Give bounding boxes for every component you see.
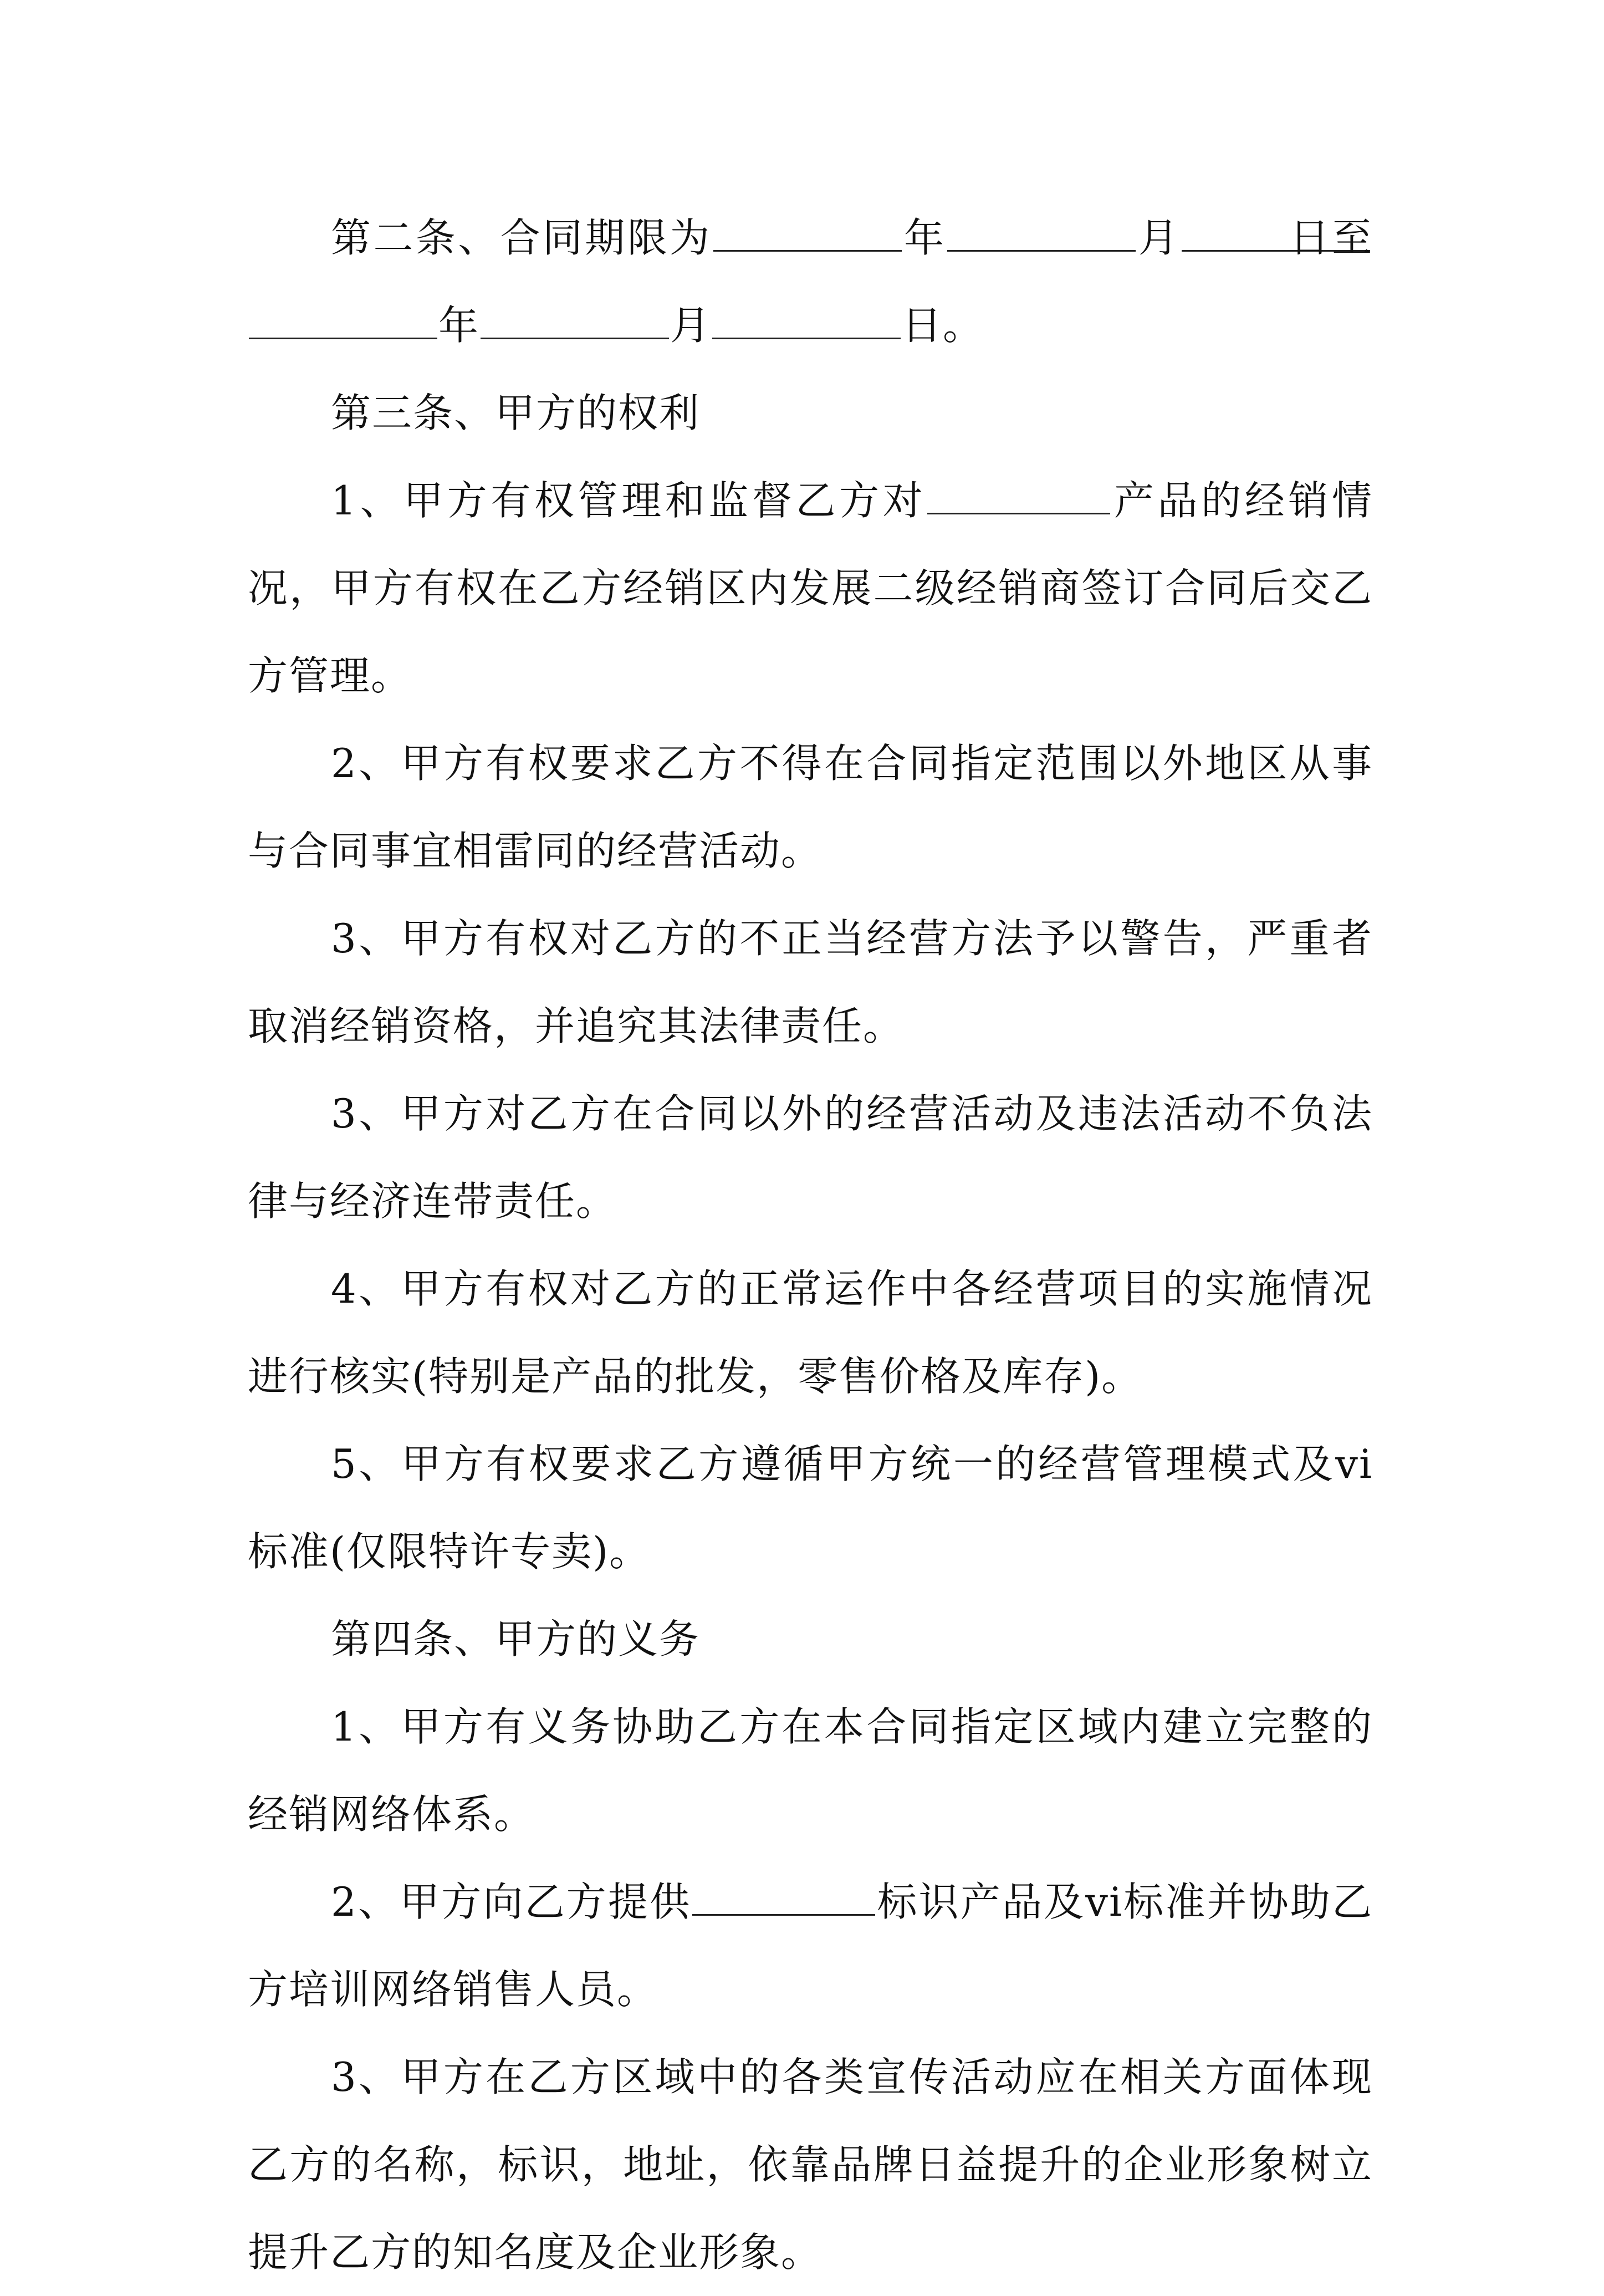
item-text: 标识产品及vi标准并协助乙方培训网络销售人员。 — [248, 1879, 1373, 2013]
article-4-item-3: 3、甲方在乙方区域中的各类宣传活动应在相关方面体现乙方的名称，标识，地址，依靠品牌日益提升的企业形象树立提升乙方的知名度及企业形象。 — [248, 2054, 1373, 2275]
start-year-blank — [713, 216, 902, 252]
end-month-blank — [481, 304, 669, 339]
item-text: 2、甲方向乙方提供 — [331, 1879, 692, 1925]
year-label: 年 — [438, 302, 480, 349]
article-3-item-3b: 3、甲方对乙方在合同以外的经营活动及违法活动不负法律与经济连带责任。 — [248, 1090, 1373, 1224]
article-4-item-1: 1、甲方有义务协助乙方在本合同指定区域内建立完整的经销网络体系。 — [248, 1703, 1373, 1838]
article-4-item-2 — [248, 1858, 1373, 2033]
article-4-heading: 第四条、甲方的义务 — [331, 1616, 701, 1662]
item-text: 1、甲方有权管理和监督乙方对 — [331, 477, 927, 524]
article-3-item-2: 2、甲方有权要求乙方不得在合同指定范围以外地区从事与合同事宜相雷同的经营活动。 — [248, 740, 1373, 874]
term-label: 第二条、合同期限为 — [331, 215, 712, 261]
article-3-item-1 — [248, 457, 1373, 720]
product-name-blank — [927, 479, 1110, 514]
year-label: 年 — [902, 215, 947, 261]
article-3-item-3: 3、甲方有权对乙方的不正当经营方法予以警告，严重者取消经销资格，并追究其法律责任。 — [248, 915, 1373, 1049]
article-2-term — [248, 194, 1373, 369]
month-label: 月 — [670, 302, 712, 349]
item-text: 产品的经销情况，甲方有权在乙方经销区内发展二级经销商签订合同后交乙方管理。 — [248, 477, 1373, 699]
end-day-blank — [712, 304, 901, 339]
article-3-item-5: 5、甲方有权要求乙方遵循甲方统一的经营管理模式及vi标准(仅限特许专卖)。 — [248, 1441, 1373, 1575]
start-month-blank — [947, 216, 1136, 252]
day-label: 日。 — [902, 302, 984, 349]
day-to-label: 日至 — [1288, 215, 1373, 261]
article-3-item-4: 4、甲方有权对乙方的正常运作中各经营项目的实施情况进行核实(特别是产品的批发，零售价格及库存)。 — [248, 1266, 1373, 1400]
brand-blank — [692, 1880, 875, 1916]
contract-body — [248, 194, 1373, 2296]
end-year-blank — [249, 304, 437, 339]
article-3-heading: 第三条、甲方的权利 — [331, 390, 701, 436]
month-label: 月 — [1137, 215, 1181, 261]
